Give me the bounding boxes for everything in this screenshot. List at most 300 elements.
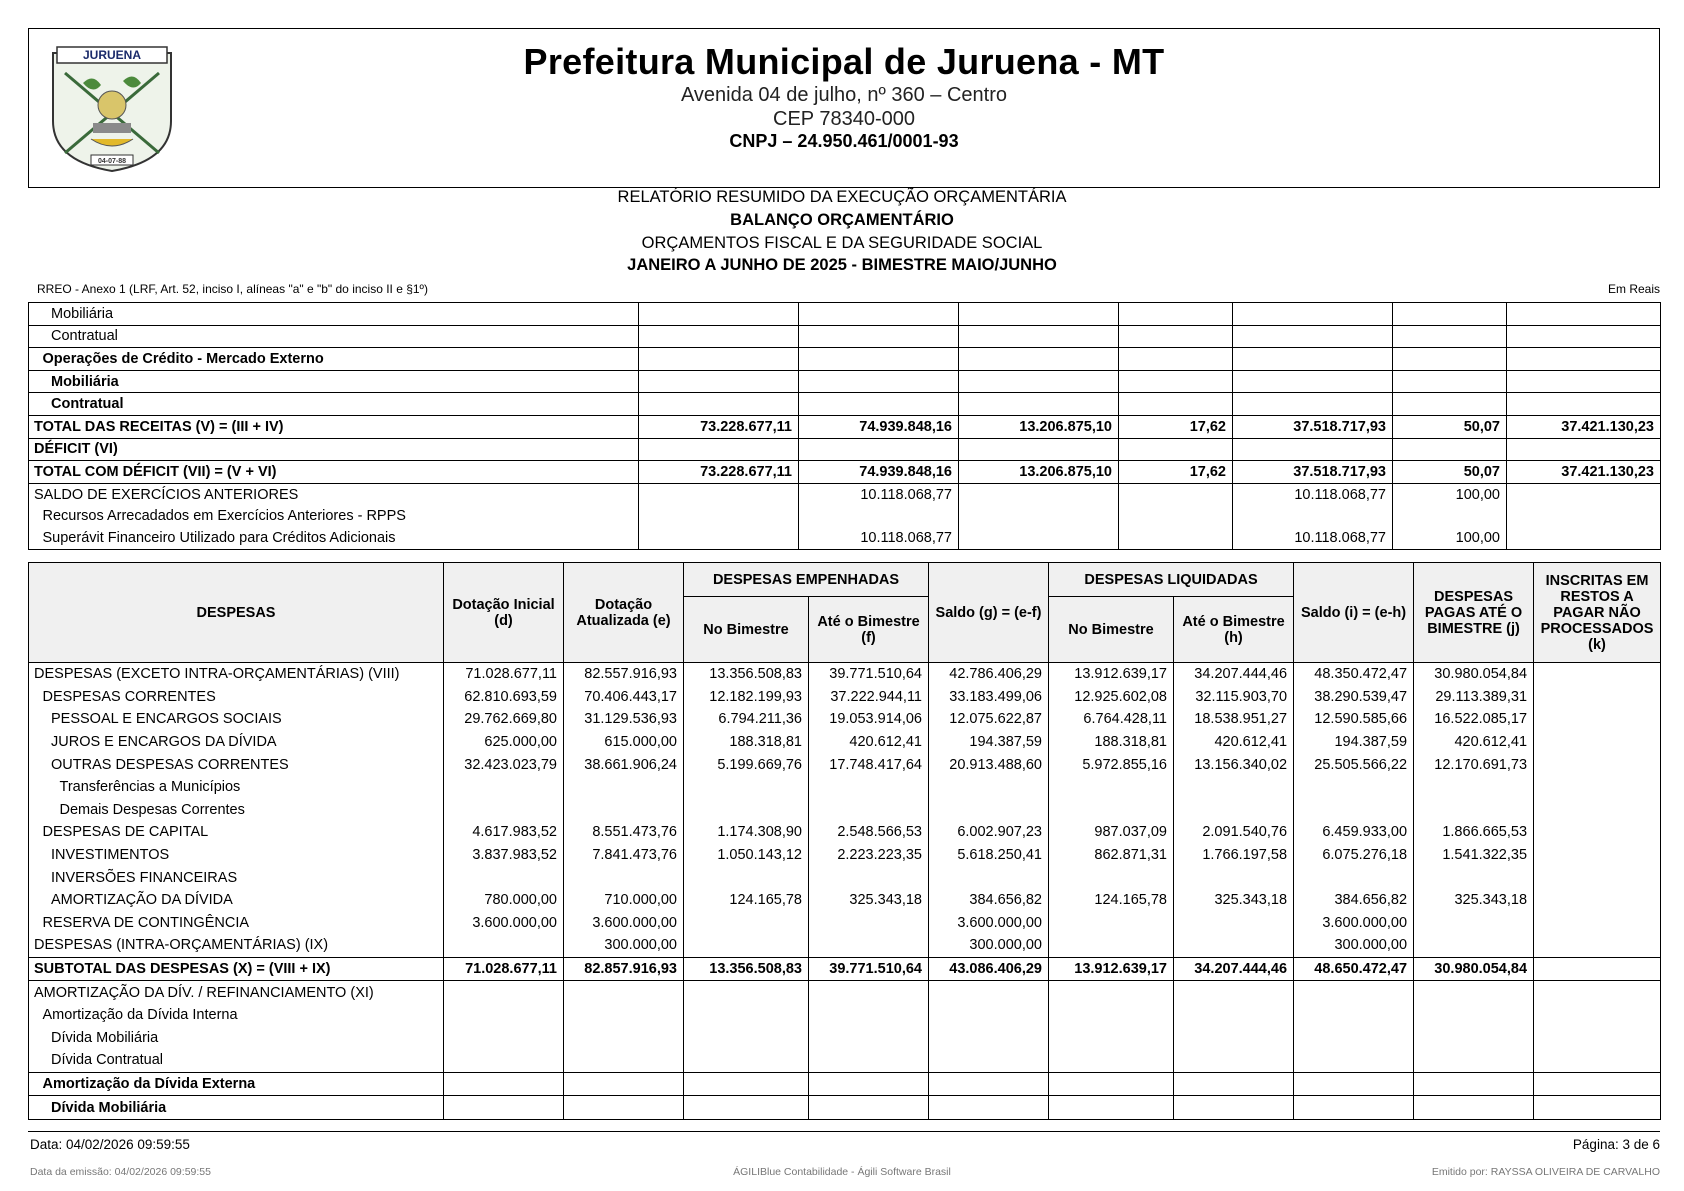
row-label: TOTAL DAS RECEITAS (V) = (III + IV): [29, 415, 639, 438]
table-row: [29, 370, 1661, 393]
row-value: 18.538.951,27: [1174, 708, 1294, 731]
row-value: [1233, 438, 1393, 461]
row-value: [809, 776, 929, 799]
row-value: [809, 934, 929, 957]
row-value: [444, 1049, 564, 1072]
row-value: [684, 1027, 809, 1050]
row-value: 33.183.499,06: [929, 686, 1049, 709]
row-value: 16.522.085,17: [1414, 708, 1534, 731]
row-value: 862.871,31: [1049, 844, 1174, 867]
row-value: [639, 393, 799, 416]
row-value: 37.421.130,23: [1507, 415, 1661, 438]
table-row: [29, 483, 1661, 505]
row-value: [1507, 325, 1661, 348]
report-title-4: JANEIRO A JUNHO DE 2025 - BIMESTRE MAIO/JUNHO: [627, 256, 1057, 274]
row-value: 384.656,82: [1294, 889, 1414, 912]
row-value: [564, 776, 684, 799]
row-value: 31.129.536,93: [564, 708, 684, 731]
row-value: [684, 1072, 809, 1096]
row-value: [639, 505, 799, 527]
row-value: [1233, 505, 1393, 527]
units-label: Em Reais: [1607, 282, 1660, 296]
row-value: 71.028.677,11: [444, 663, 564, 686]
row-value: [1174, 799, 1294, 822]
row-value: 73.228.677,11: [639, 461, 799, 484]
row-value: 10.118.068,77: [1233, 527, 1393, 549]
row-value: 82.557.916,93: [564, 663, 684, 686]
row-value: 29.762.669,80: [444, 708, 564, 731]
annex-reference: RREO - Anexo 1 (LRF, Art. 52, inciso I, alíneas "a" e "b" do inciso II e §1º): [37, 282, 428, 296]
row-value: 300.000,00: [1294, 934, 1414, 957]
row-value: 13.206.875,10: [959, 415, 1119, 438]
header-box: [28, 28, 1660, 188]
row-value: [929, 981, 1049, 1004]
row-value: [1534, 731, 1661, 754]
row-value: [1174, 1027, 1294, 1050]
row-value: [1119, 348, 1233, 371]
row-value: [1393, 438, 1507, 461]
row-value: 34.207.444,46: [1174, 663, 1294, 686]
row-value: [1049, 981, 1174, 1004]
header-cnpj: CNPJ – 24.950.461/0001-93: [729, 131, 959, 151]
row-value: 615.000,00: [564, 731, 684, 754]
row-value: [1414, 981, 1534, 1004]
table-row: [29, 663, 1661, 686]
row-value: [1393, 303, 1507, 326]
row-value: 13.156.340,02: [1174, 753, 1294, 776]
row-value: [1119, 303, 1233, 326]
row-value: [1534, 981, 1661, 1004]
row-value: 13.206.875,10: [959, 461, 1119, 484]
row-value: [959, 393, 1119, 416]
row-label: Superávit Financeiro Utilizado para Créditos Adicionais: [29, 527, 639, 549]
row-label: DESPESAS DE CAPITAL: [29, 821, 444, 844]
row-value: [444, 1027, 564, 1050]
footer-page: Página: 3 de 6: [1572, 1137, 1660, 1152]
report-title-1: RELATÓRIO RESUMIDO DA EXECUÇÃO ORÇAMENTÁRIA: [617, 188, 1067, 206]
row-value: 71.028.677,11: [444, 957, 564, 981]
row-value: [1393, 325, 1507, 348]
table-row: [29, 981, 1661, 1004]
row-value: [1174, 981, 1294, 1004]
row-value: [799, 438, 959, 461]
table-row: [29, 708, 1661, 731]
row-value: [1049, 1027, 1174, 1050]
col-despesas-pagas: DESPESAS PAGAS ATÉ O BIMESTRE (j): [1414, 563, 1534, 663]
row-value: [1294, 776, 1414, 799]
row-value: [809, 1027, 929, 1050]
row-value: [1534, 753, 1661, 776]
row-value: [639, 303, 799, 326]
row-value: [1174, 1096, 1294, 1120]
row-value: 2.548.566,53: [809, 821, 929, 844]
row-value: [1049, 799, 1174, 822]
col-despesas: DESPESAS: [29, 563, 444, 663]
despesas-table: [28, 562, 1661, 1120]
row-value: 62.810.693,59: [444, 686, 564, 709]
row-value: [959, 348, 1119, 371]
row-value: [1534, 1027, 1661, 1050]
row-value: 17.748.417,64: [809, 753, 929, 776]
row-value: [564, 1096, 684, 1120]
row-value: [929, 866, 1049, 889]
row-label: INVESTIMENTOS: [29, 844, 444, 867]
row-value: [444, 1096, 564, 1120]
row-value: 780.000,00: [444, 889, 564, 912]
row-value: [959, 505, 1119, 527]
row-value: [1534, 663, 1661, 686]
row-value: [1534, 799, 1661, 822]
row-label: Transferências a Municípios: [29, 776, 444, 799]
table-row: [29, 1096, 1661, 1120]
row-value: 3.837.983,52: [444, 844, 564, 867]
row-value: [1414, 1096, 1534, 1120]
table-row: [29, 686, 1661, 709]
table-row: [29, 415, 1661, 438]
row-value: [1414, 1072, 1534, 1096]
footer-emission: Data da emissão: 04/02/2026 09:59:55: [30, 1166, 211, 1178]
row-value: 12.182.199,93: [684, 686, 809, 709]
table-row: [29, 1072, 1661, 1096]
row-value: 325.343,18: [809, 889, 929, 912]
row-value: 625.000,00: [444, 731, 564, 754]
row-value: [1119, 527, 1233, 549]
row-value: 20.913.488,60: [929, 753, 1049, 776]
row-value: 300.000,00: [929, 934, 1049, 957]
row-value: 1.866.665,53: [1414, 821, 1534, 844]
row-value: 10.118.068,77: [799, 483, 959, 505]
row-value: [1119, 505, 1233, 527]
row-label: Mobiliária: [29, 370, 639, 393]
row-value: [1507, 505, 1661, 527]
row-value: 32.423.023,79: [444, 753, 564, 776]
row-value: [799, 348, 959, 371]
row-label: INVERSÕES FINANCEIRAS: [29, 866, 444, 889]
table-row: [29, 1049, 1661, 1072]
footer-divider: [28, 1131, 1660, 1132]
row-value: [444, 1004, 564, 1027]
row-value: [1294, 799, 1414, 822]
row-value: 10.118.068,77: [1233, 483, 1393, 505]
row-value: [564, 866, 684, 889]
table-row: [29, 821, 1661, 844]
table-row: [29, 461, 1661, 484]
row-label: Demais Despesas Correntes: [29, 799, 444, 822]
row-value: [1294, 981, 1414, 1004]
row-value: [1507, 370, 1661, 393]
row-value: [564, 799, 684, 822]
row-value: [1414, 1049, 1534, 1072]
row-value: 6.075.276,18: [1294, 844, 1414, 867]
row-value: [1414, 934, 1534, 957]
row-value: 5.618.250,41: [929, 844, 1049, 867]
row-label: DESPESAS CORRENTES: [29, 686, 444, 709]
row-value: [1414, 912, 1534, 935]
row-value: 82.857.916,93: [564, 957, 684, 981]
row-value: [684, 912, 809, 935]
row-value: 124.165,78: [1049, 889, 1174, 912]
row-label: Dívida Mobiliária: [29, 1096, 444, 1120]
row-value: 1.050.143,12: [684, 844, 809, 867]
group-despesas-liquidadas: DESPESAS LIQUIDADAS: [1049, 563, 1294, 597]
row-value: [684, 799, 809, 822]
row-value: [929, 1027, 1049, 1050]
row-value: [809, 866, 929, 889]
row-label: Operações de Crédito - Mercado Externo: [29, 348, 639, 371]
row-label: Dívida Mobiliária: [29, 1027, 444, 1050]
header-cep: CEP 78340-000: [773, 108, 915, 130]
row-value: 2.091.540,76: [1174, 821, 1294, 844]
row-value: 987.037,09: [1049, 821, 1174, 844]
report-title-3: ORÇAMENTOS FISCAL E DA SEGURIDADE SOCIAL: [641, 234, 1043, 252]
row-value: 39.771.510,64: [809, 957, 929, 981]
row-value: [1507, 483, 1661, 505]
row-label: Amortização da Dívida Interna: [29, 1004, 444, 1027]
row-value: 420.612,41: [1414, 731, 1534, 754]
row-label: TOTAL COM DÉFICIT (VII) = (V + VI): [29, 461, 639, 484]
row-value: 30.980.054,84: [1414, 663, 1534, 686]
row-value: [1534, 912, 1661, 935]
row-value: [809, 1096, 929, 1120]
row-value: 8.551.473,76: [564, 821, 684, 844]
row-value: 10.118.068,77: [799, 527, 959, 549]
row-value: [444, 866, 564, 889]
row-value: 39.771.510,64: [809, 663, 929, 686]
row-value: [1294, 1096, 1414, 1120]
table-row: [29, 393, 1661, 416]
row-value: 32.115.903,70: [1174, 686, 1294, 709]
row-label: RESERVA DE CONTINGÊNCIA: [29, 912, 444, 935]
table-row: [29, 753, 1661, 776]
row-label: Recursos Arrecadados em Exercícios Anteriores - RPPS: [29, 505, 639, 527]
row-value: [1414, 1027, 1534, 1050]
row-value: [639, 483, 799, 505]
row-value: 74.939.848,16: [799, 461, 959, 484]
row-value: [929, 1049, 1049, 1072]
row-value: 13.356.508,83: [684, 957, 809, 981]
row-value: [809, 1004, 929, 1027]
row-value: 50,07: [1393, 415, 1507, 438]
row-value: [1049, 1096, 1174, 1120]
row-value: [639, 348, 799, 371]
row-value: [1534, 1049, 1661, 1072]
col-saldo-g: Saldo (g) = (e-f): [929, 563, 1049, 663]
row-value: [684, 1096, 809, 1120]
row-value: 6.459.933,00: [1294, 821, 1414, 844]
table-row: [29, 776, 1661, 799]
row-value: [809, 1072, 929, 1096]
row-value: [1507, 348, 1661, 371]
footer-software: ÁGILIBlue Contabilidade - Ágili Software Brasil: [733, 1166, 951, 1178]
row-value: [1393, 370, 1507, 393]
row-value: [1294, 1004, 1414, 1027]
row-value: [1534, 776, 1661, 799]
row-value: 37.518.717,93: [1233, 461, 1393, 484]
row-value: [929, 1072, 1049, 1096]
row-value: [1507, 438, 1661, 461]
table-row: [29, 438, 1661, 461]
row-value: [1414, 776, 1534, 799]
row-value: [1414, 866, 1534, 889]
row-value: [959, 303, 1119, 326]
row-label: Contratual: [29, 325, 639, 348]
row-value: [684, 1004, 809, 1027]
row-value: [809, 912, 929, 935]
row-value: [799, 393, 959, 416]
row-value: 37.518.717,93: [1233, 415, 1393, 438]
row-value: 1.541.322,35: [1414, 844, 1534, 867]
row-value: [1119, 483, 1233, 505]
row-value: [444, 934, 564, 957]
table-row: [29, 325, 1661, 348]
row-label: SALDO DE EXERCÍCIOS ANTERIORES: [29, 483, 639, 505]
row-value: 13.912.639,17: [1049, 957, 1174, 981]
row-value: 420.612,41: [809, 731, 929, 754]
row-value: 37.222.944,11: [809, 686, 929, 709]
row-label: DESPESAS (EXCETO INTRA-ORÇAMENTÁRIAS) (VIII): [29, 663, 444, 686]
row-label: AMORTIZAÇÃO DA DÍV. / REFINANCIAMENTO (XI): [29, 981, 444, 1004]
table-row: [29, 303, 1661, 326]
row-value: 37.421.130,23: [1507, 461, 1661, 484]
col-saldo-i: Saldo (i) = (e-h): [1294, 563, 1414, 663]
row-value: 73.228.677,11: [639, 415, 799, 438]
table-row: [29, 527, 1661, 549]
row-value: 194.387,59: [929, 731, 1049, 754]
row-value: [1507, 527, 1661, 549]
row-value: [1119, 370, 1233, 393]
row-value: 19.053.914,06: [809, 708, 929, 731]
col-empenhadas-ate-bimestre: Até o Bimestre (f): [809, 597, 929, 663]
row-value: 13.356.508,83: [684, 663, 809, 686]
row-value: [1414, 1004, 1534, 1027]
row-value: [959, 438, 1119, 461]
row-value: 17,62: [1119, 461, 1233, 484]
row-value: 194.387,59: [1294, 731, 1414, 754]
row-value: [1119, 393, 1233, 416]
receitas-table: [28, 302, 1661, 550]
row-label: Dívida Contratual: [29, 1049, 444, 1072]
row-value: [1174, 866, 1294, 889]
row-value: [1174, 912, 1294, 935]
row-value: [1049, 1072, 1174, 1096]
row-value: [1534, 844, 1661, 867]
row-value: 12.925.602,08: [1049, 686, 1174, 709]
row-value: [564, 1027, 684, 1050]
row-value: [639, 370, 799, 393]
row-value: 34.207.444,46: [1174, 957, 1294, 981]
row-value: 2.223.223,35: [809, 844, 929, 867]
row-value: [1049, 912, 1174, 935]
row-value: [929, 799, 1049, 822]
row-value: [1534, 821, 1661, 844]
row-value: [1534, 934, 1661, 957]
row-value: 384.656,82: [929, 889, 1049, 912]
row-value: 29.113.389,31: [1414, 686, 1534, 709]
row-value: 38.661.906,24: [564, 753, 684, 776]
crest-label: JURUENA: [82, 48, 142, 62]
table-row: [29, 957, 1661, 981]
row-value: 300.000,00: [564, 934, 684, 957]
row-value: [1507, 393, 1661, 416]
crest-date: 04-07-88: [97, 158, 127, 165]
row-value: [564, 1072, 684, 1096]
row-value: 1.174.308,90: [684, 821, 809, 844]
row-label: Contratual: [29, 393, 639, 416]
row-value: 3.600.000,00: [564, 912, 684, 935]
row-value: 48.350.472,47: [1294, 663, 1414, 686]
row-value: [1119, 325, 1233, 348]
row-value: 710.000,00: [564, 889, 684, 912]
row-value: [684, 934, 809, 957]
row-value: 5.972.855,16: [1049, 753, 1174, 776]
row-value: [684, 866, 809, 889]
row-value: [564, 981, 684, 1004]
row-value: [684, 981, 809, 1004]
row-value: [809, 799, 929, 822]
row-value: 74.939.848,16: [799, 415, 959, 438]
row-value: 1.766.197,58: [1174, 844, 1294, 867]
row-label: AMORTIZAÇÃO DA DÍVIDA: [29, 889, 444, 912]
row-label: PESSOAL E ENCARGOS SOCIAIS: [29, 708, 444, 731]
row-value: [564, 1004, 684, 1027]
row-value: [929, 1004, 1049, 1027]
header-address: Avenida 04 de julho, nº 360 – Centro: [680, 84, 1008, 106]
row-value: [1534, 889, 1661, 912]
row-value: 12.075.622,87: [929, 708, 1049, 731]
row-value: [1294, 1027, 1414, 1050]
row-value: [1174, 776, 1294, 799]
row-value: [1233, 393, 1393, 416]
row-value: [1507, 303, 1661, 326]
row-value: [959, 483, 1119, 505]
row-value: [1534, 1004, 1661, 1027]
row-value: 100,00: [1393, 483, 1507, 505]
row-value: 48.650.472,47: [1294, 957, 1414, 981]
row-value: 43.086.406,29: [929, 957, 1049, 981]
table-row: [29, 844, 1661, 867]
table-row: [29, 731, 1661, 754]
col-dotacao-atualizada: Dotação Atualizada (e): [564, 563, 684, 663]
row-value: 188.318,81: [1049, 731, 1174, 754]
row-value: 100,00: [1393, 527, 1507, 549]
row-label: Mobiliária: [29, 303, 639, 326]
row-value: [564, 1049, 684, 1072]
row-value: [1174, 934, 1294, 957]
row-value: 30.980.054,84: [1414, 957, 1534, 981]
row-value: 124.165,78: [684, 889, 809, 912]
row-value: 12.170.691,73: [1414, 753, 1534, 776]
table-row: [29, 1027, 1661, 1050]
row-value: 3.600.000,00: [1294, 912, 1414, 935]
row-value: [1294, 1072, 1414, 1096]
row-value: [1534, 1096, 1661, 1120]
col-empenhadas-no-bimestre: No Bimestre: [684, 597, 809, 663]
row-value: [799, 303, 959, 326]
table-row: [29, 348, 1661, 371]
header-title: Prefeitura Municipal de Juruena - MT: [523, 41, 1165, 82]
row-value: [809, 1049, 929, 1072]
row-value: [1534, 1072, 1661, 1096]
col-dotacao-inicial: Dotação Inicial (d): [444, 563, 564, 663]
row-value: [639, 325, 799, 348]
row-value: 3.600.000,00: [444, 912, 564, 935]
row-value: 50,07: [1393, 461, 1507, 484]
col-liquidadas-ate-bimestre: Até o Bimestre (h): [1174, 597, 1294, 663]
row-value: [799, 505, 959, 527]
row-value: 12.590.585,66: [1294, 708, 1414, 731]
row-value: 38.290.539,47: [1294, 686, 1414, 709]
col-liquidadas-no-bimestre: No Bimestre: [1049, 597, 1174, 663]
